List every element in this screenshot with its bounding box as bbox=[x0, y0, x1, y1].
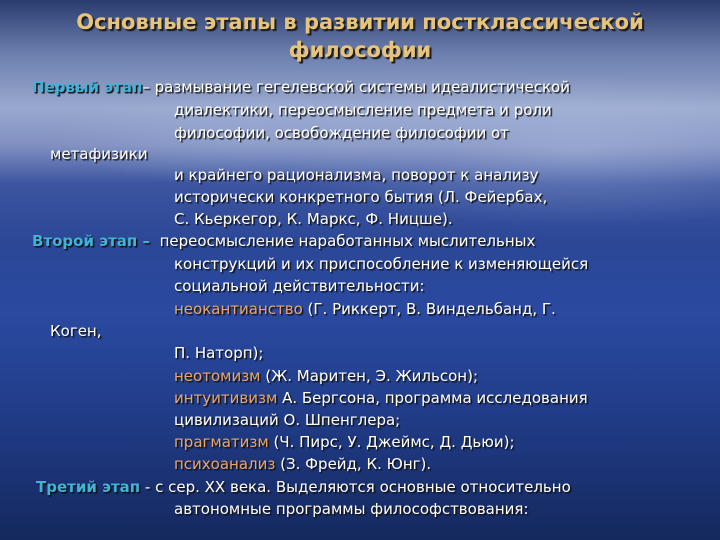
stage3-line-2: автономные программы философствования: bbox=[174, 500, 529, 518]
stage1-text: – размывание гегелевской системы идеалистической bbox=[142, 78, 570, 96]
stage1-line-3: философии, освобождение философии от bbox=[174, 124, 509, 142]
title-line-2: философии bbox=[288, 38, 432, 62]
stage2-item-neokantianism: неокантианство (Г. Риккерт, В. Виндельбанд, Г. bbox=[174, 300, 556, 318]
stage2-dash: – bbox=[137, 232, 151, 250]
title-line-1: Основные этапы в развитии постклассической bbox=[76, 10, 644, 34]
term-neothomism: неотомизм bbox=[174, 367, 261, 385]
stage1-line-6: исторически конкретного бытия (Л. Фейербах, bbox=[174, 188, 548, 206]
stage2-item-intuitivism: интуитивизм А. Бергсона, программа исследования bbox=[174, 389, 588, 407]
stage3-line-1 bbox=[36, 476, 571, 499]
stage2-continuation-natorp: П. Наторп); bbox=[174, 344, 264, 362]
stage1-line-2: диалектики, переосмысление предмета и роли bbox=[174, 101, 552, 119]
term-intuitivism: интуитивизм bbox=[174, 389, 278, 407]
stage2-text: переосмысление наработанных мыслительных bbox=[159, 232, 536, 250]
stage3-label: Третий этап bbox=[36, 478, 141, 496]
stage3-text: - с сер. XX века. Выделяются основные относительно bbox=[140, 478, 571, 496]
stage2-item-psychoanalysis: психоанализ (З. Фрейд, К. Юнг). bbox=[174, 455, 432, 473]
stage1-line-7: С. Кьеркегор, К. Маркс, Ф. Ницше). bbox=[174, 210, 453, 228]
stage2-item-neothomism: неотомизм (Ж. Маритен, Э. Жильсон); bbox=[174, 367, 478, 385]
stage1-line-4: метафизики bbox=[50, 145, 148, 163]
stage1-line-5: и крайнего рационализма, поворот к анализу bbox=[174, 166, 539, 184]
term-psychoanalysis: психоанализ bbox=[174, 455, 276, 473]
term-pragmatism: прагматизм bbox=[174, 433, 269, 451]
term-neokantianism: неокантианство bbox=[174, 300, 303, 318]
stage2-continuation-kogen: Коген, bbox=[50, 322, 102, 340]
stage2-line-2: конструкций и их приспособление к изменяющейся bbox=[174, 255, 589, 273]
stage2-item-pragmatism: прагматизм (Ч. Пирс, У. Джеймс, Д. Дьюи); bbox=[174, 433, 515, 451]
stage1-label: Первый этап bbox=[32, 78, 143, 96]
slide-title bbox=[0, 8, 720, 64]
stage1-line-1 bbox=[32, 76, 570, 99]
stage2-label: Второй этап bbox=[32, 232, 138, 250]
stage2-line-1 bbox=[32, 230, 535, 253]
stage2-line-3: социальной действительности: bbox=[174, 277, 425, 295]
stage2-continuation-spengler: цивилизаций О. Шпенглера; bbox=[174, 411, 401, 429]
